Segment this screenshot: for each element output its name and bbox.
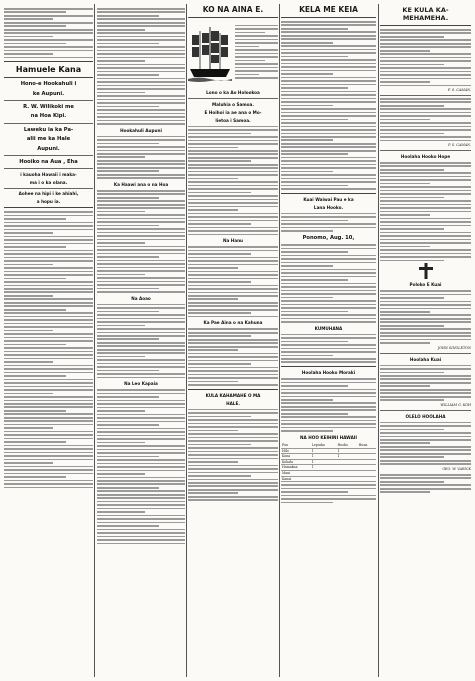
column-2-text-a [97,8,185,125]
column-4-text-e [281,378,376,432]
table-cell [336,476,357,482]
table-cell: 1 [311,459,337,465]
column-5-text-a [380,29,471,86]
column-5-text-f [380,422,471,465]
subhead-haawi: Ka Haawi ana o na Hoa [113,181,169,187]
subhead-hopu: a hopu ia. [36,199,61,205]
section-rule [281,193,376,194]
subhead-paalii: alii me ka Hale [26,136,71,143]
column-4-text-d [281,334,376,363]
section-rule [380,25,471,26]
table-cell: 1 [311,448,337,454]
subhead-hoolaha-hooko-hope: Hoolaha Hooko Hope [400,153,451,159]
signature-singleton: JOHN SINGLETON [437,345,471,350]
column-2-text-d [97,304,185,379]
headline-hamuele-kana: Hamuele Kana [15,65,82,75]
table-row [281,476,376,482]
column-2-text-e [97,389,185,544]
table-header-cell: Hooko [336,443,357,448]
section-rule [4,61,93,62]
column-divider [186,4,187,677]
subhead-hoihoi: E Hoihoi ia ae ana o Mo- [204,109,262,115]
column-3 [188,6,278,676]
subhead-wilikoki: R. W. Wilikoki me [23,103,74,110]
table-cell: 1 [336,448,357,454]
thin-rule [4,100,93,101]
signature-caman-2: P. S. CAMAN, [448,143,471,148]
column-5-text-c [380,162,471,261]
subhead-aupuni: ke Aupuni. [32,90,65,97]
subhead-kula-kahamahe: KULA KAHAMAHE O MA [205,392,261,398]
column-4-text-c [281,244,376,322]
results-table [281,443,376,482]
table-cell: Kohala [281,459,311,465]
signature-varick: GEO. W. VARICK [442,466,471,471]
column-divider [94,4,95,677]
masthead-kela-me-keia: KELA ME KEIA [299,6,358,14]
column-2-text-b [97,136,185,179]
subhead-lono: Lono o ka Ao Holookoa [206,90,260,95]
thin-rule [4,155,93,156]
thin-rule [380,95,471,96]
thin-rule [380,353,471,354]
column-1 [4,6,93,676]
column-3-text-b [188,246,278,317]
column-5-text-g [380,474,471,493]
subhead-kumuhana: KUMUHANA [314,325,343,331]
column-4-text-b [281,213,376,232]
subhead-hoo-keihini: NA HOO KEIHINI HAWAII [300,434,357,440]
column-1-top-text [4,8,93,58]
subhead-mahale: HALE. [226,400,240,406]
table-cell: 1 [311,454,337,460]
subhead-poloko: Poloko E Kuai [409,282,442,288]
column-3-text-d [188,409,278,501]
thin-rule [380,150,471,151]
subhead-hono-e: Hono-e Hookahuli i [20,81,77,88]
subhead-maluhia: Maluhia o Samoa. [212,101,254,107]
table-cell: Kauai [281,476,311,482]
section-rule [4,77,93,78]
table-cell: Hamakua [281,465,311,471]
column-2 [97,6,185,676]
section-rule [4,207,93,208]
subhead-lietoa: lietoa i Samoa. [215,117,251,123]
subhead-olana: ma i o ka olana. [29,179,68,185]
subhead-pae-aina: Ka Pae Aina o na Kahuna [203,320,263,326]
masthead-kamehameha: MEHAMEHA. [402,14,449,22]
masthead-ko-na-aina-e: KO NA AINA E. [202,6,264,14]
column-3-text-c [188,328,278,385]
subhead-na-hanu: Na Hanu [222,238,244,244]
signature-caman: F. S. CAMAN, [447,88,471,93]
column-2-text-c [97,190,185,293]
subhead-aupuni-2: Aupuni. [37,145,60,152]
table-cell: 1 [336,454,357,460]
column-5-text-b [380,98,471,141]
column-5 [380,6,471,676]
subhead-na-aoao: Na Aoao [131,295,151,301]
section-rule [281,17,376,18]
table-header-cell: Huna [358,443,376,448]
subhead-kuai-waiwai: Kuai Waiwai Pau e ka [303,196,354,202]
subhead-aohee: Aohee na hipi i ke ahiahi, [18,191,79,197]
column-divider [378,4,379,677]
table-cell: Kona [281,454,311,460]
column-3-text-a [188,126,278,236]
thin-rule [4,123,93,124]
thin-rule [4,168,93,169]
cross-icon [419,263,433,279]
subhead-hookahuli-aupuni: Hookahuli Aupuni [120,127,162,133]
table-header-cell: Puu [281,443,311,448]
column-1-body-text [4,211,93,488]
column-divider [279,4,280,677]
thin-rule [188,98,278,99]
column-4-text-a [281,21,376,190]
signature-koh: WILLIAM G. KOH [440,402,471,407]
table-cell: Maui [281,470,311,476]
table-cell: Hilo [281,448,311,454]
table-cell [358,476,376,482]
subhead-leo-kapaia: Na Leo Kapaia [124,381,158,387]
thin-rule [380,410,471,411]
section-rule [188,389,278,390]
table-header-cell: Lepiuku [311,443,337,448]
table-cell [311,476,337,482]
subhead-hoolaha-hooko-moraki: Hoolaha Hooko Moraki [301,370,356,376]
masthead-ke-kula: KE KULA KA- [402,6,449,14]
column-5-text-d [380,290,471,344]
sailing-ship-icon [188,23,232,85]
section-rule [281,366,376,367]
subhead-kauoha: i kauoha Hawaii i maka- [20,171,77,177]
table-cell: 1 [311,465,337,471]
thin-rule [4,188,93,189]
subhead-hoa-kipi: na Hoa Kipi. [30,113,67,120]
subhead-hooiko: Hooiko na Aua , Eha [19,158,78,165]
column-4-text-f [281,484,376,503]
subhead-olelo-hoolaha: OLELO HOOLAHA [405,413,446,419]
column-5-text-e [380,365,471,401]
column-3-intro-text [235,23,278,85]
section-rule [188,17,278,18]
subhead-lana-hooko: Lana Hooko. [313,204,344,210]
subhead-laweku: Laweku ia ka Pa- [23,126,74,133]
subhead-hoolaha-kuai: Hoolaha Kuai [409,356,442,362]
dateline-ponomo: Ponomo, Aug. 10, [302,234,355,241]
column-4 [281,6,376,676]
